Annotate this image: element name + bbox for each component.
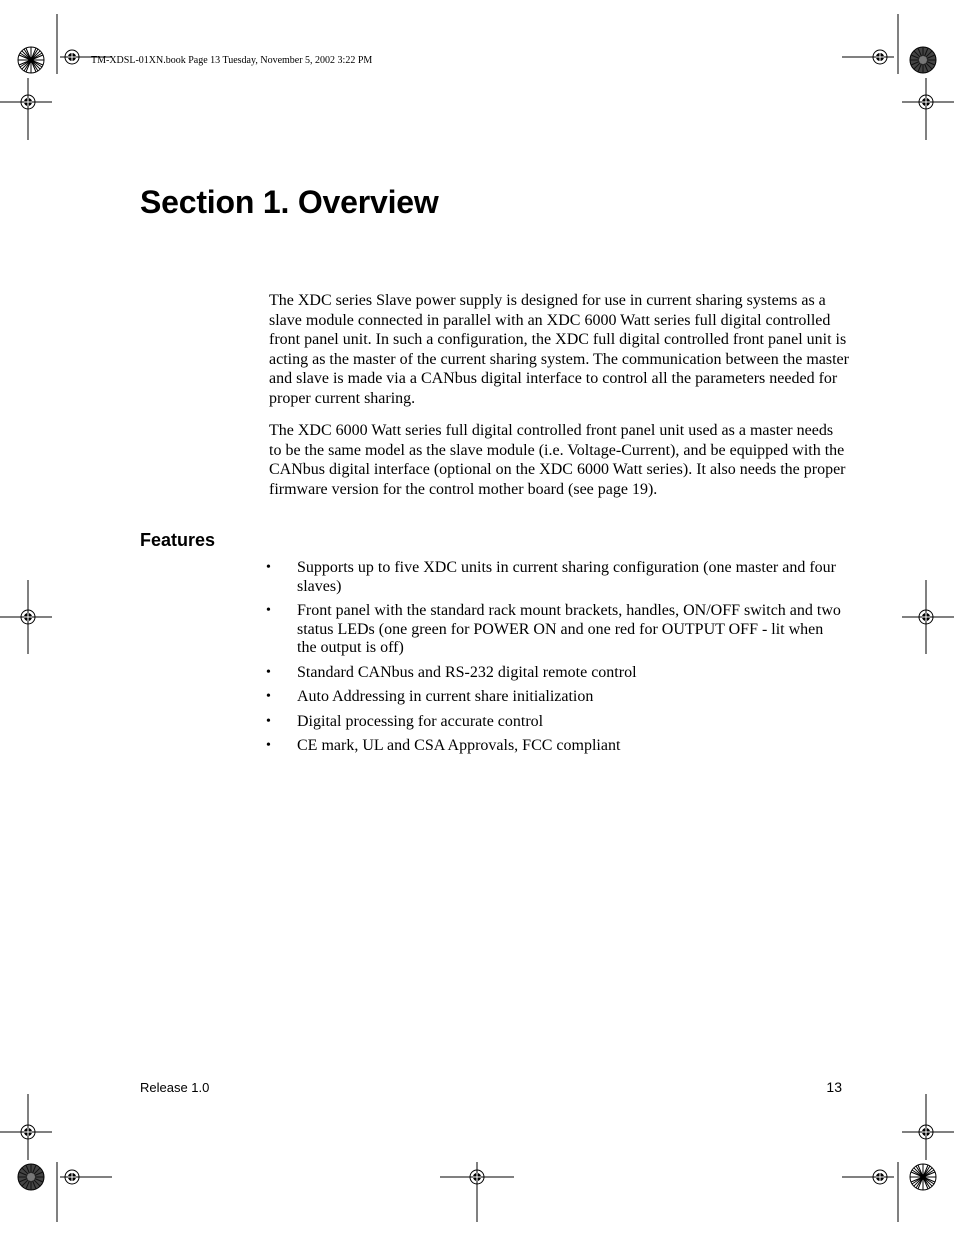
- page-title: Section 1. Overview: [140, 184, 439, 220]
- list-item: [266, 559, 846, 596]
- feature-text: Standard CANbus and RS-232 digital remote control: [297, 663, 637, 681]
- features-list: [266, 559, 846, 762]
- features-heading: Features: [140, 530, 216, 550]
- list-item: [266, 602, 846, 658]
- bullet-icon: •: [266, 713, 271, 729]
- bullet-icon: •: [266, 664, 271, 680]
- release-label: Release 1.0: [140, 1080, 210, 1095]
- bullet-icon: •: [266, 689, 271, 704]
- list-item: [266, 713, 846, 732]
- feature-text: Front panel with the standard rack mount brackets, handles, ON/OFF switch and two status LEDs (one green for POWER ON and one red for OUTPUT OFF - lit when the output is off): [297, 602, 841, 656]
- bullet-icon: •: [266, 560, 271, 575]
- list-item: [266, 737, 846, 756]
- feature-text: Digital processing for accurate control: [297, 712, 544, 730]
- page-number: 13: [826, 1079, 842, 1095]
- feature-text: Supports up to five XDC units in current sharing configuration (one master and four slaves): [297, 559, 836, 595]
- list-item: [266, 664, 846, 683]
- print-slug: TM-XDSL-01XN.book Page 13 Tuesday, November 5, 2002 3:22 PM: [91, 55, 373, 66]
- master-requirements-paragraph: The XDC 6000 Watt series full digital controlled front panel unit used as a master needs to be the same model as the slave module (i.e. Voltage-Current), and be equipped with the CANbus digital interface (optional on the XDC 6000 Watt series). It also needs the proper firmware version for the control mother board (see page 19).: [269, 422, 846, 498]
- feature-text: CE mark, UL and CSA Approvals, FCC compliant: [297, 737, 621, 754]
- intro-paragraph: The XDC series Slave power supply is designed for use in current sharing systems as a slave module connected in parallel with an XDC 6000 Watt series full digital controlled front panel unit. In such a configuration, the XDC full digital controlled front panel unit is acting as the master of the current sharing system. The communication between the master and slave is made via a CANbus digital interface to control all the parameters needed for proper current sharing.: [269, 292, 849, 407]
- bullet-icon: •: [266, 603, 271, 618]
- feature-text: Auto Addressing in current share initialization: [297, 688, 594, 705]
- list-item: [266, 688, 846, 707]
- bullet-icon: •: [266, 738, 271, 753]
